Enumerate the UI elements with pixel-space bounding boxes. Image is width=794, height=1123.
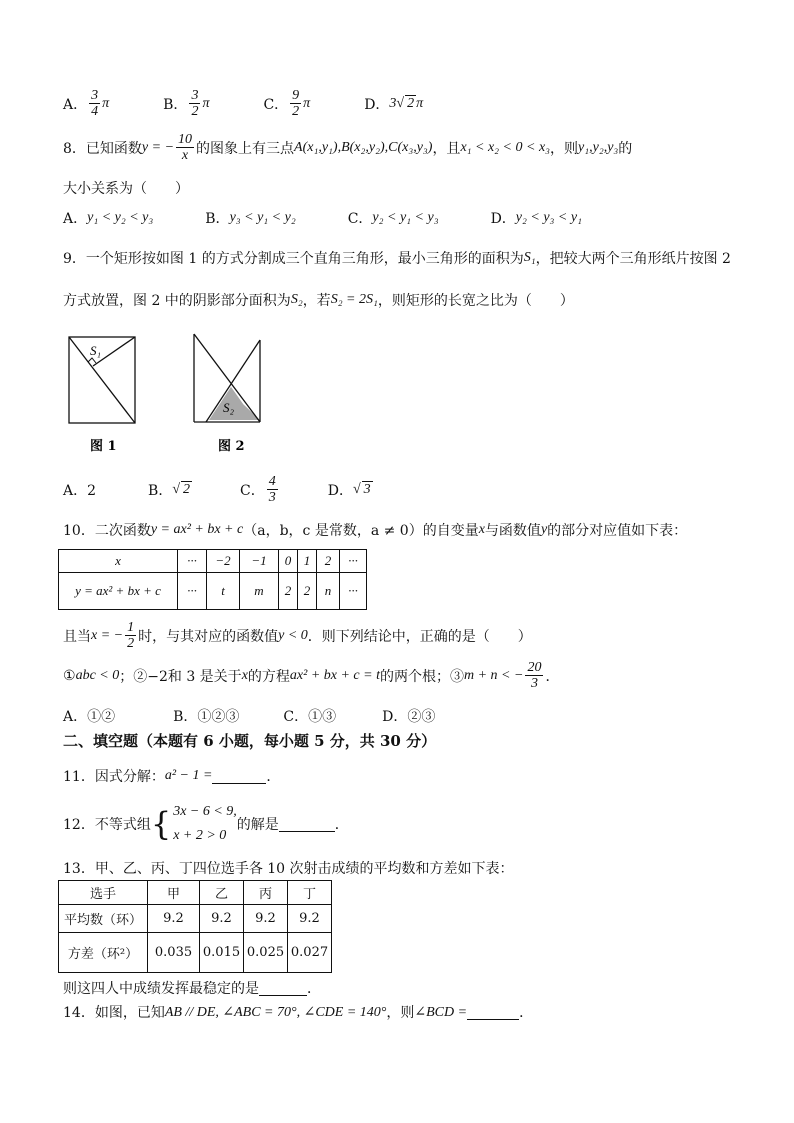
fig2-label: S₂ [223,400,235,415]
q14-answer-blank[interactable] [467,1005,519,1020]
q13-stem: 13．甲、乙、丙、丁四位选手各 10 次射击成绩的平均数和方差如下表： [63,861,514,877]
q14: 14．如图，已知 AB // DE, ∠ABC = 70°, ∠CDE = 140° ，则 ∠BCD = ． [63,1004,534,1021]
q7-option-b: B． [163,96,188,113]
fig2-caption: 图 2 [218,439,245,454]
q9-line1: 9．一个矩形按如图 1 的方式分割成三个直角三角形，最小三角形的面积为 S₁ ，把较大两个三角形纸片按图 2 [63,250,731,267]
section-title: 二、填空题（本题有 6 小题，每小题 5 分，共 30 分） [63,732,437,750]
q7-options: A． $\frac{3}{4}$ π B． $\frac{3}{2}$ π C． $\frac{9}{2}$ π D． 3 √ 2 π [63,88,424,120]
table-row: y = ax² + bx + c ··· t m 2 2 n ··· [59,573,367,610]
q13-table [58,880,332,973]
table-row: x ··· −2 −1 0 1 2 ··· [59,550,367,573]
q9-figures [60,330,280,460]
q13-question: 则这四人中成绩发挥最稳定的是 ． [63,981,321,997]
q7-option-a: A． [63,96,88,113]
figure-1 [69,337,135,423]
q12-answer-blank[interactable] [279,817,335,832]
q10-options: A．①② B．①②③ C．①③ D．②③ [63,709,436,725]
fig1-caption: 图 1 [90,439,117,454]
q12: 12．不等式组 { 3x − 6 < 9, x + 2 > 0 的解是 ． [63,804,349,843]
q7-option-d: D． [364,96,390,113]
q11-answer-blank[interactable] [212,769,266,784]
q9-line2: 方式放置，图 2 中的阴影部分面积为 S₂ ，若 S₂ = 2S₁ ，则矩形的长宽之比为（ ） [63,292,574,309]
q8-options: A． y₁ < y₂ < y₃ B． y₃ < y₁ < y₂ C． y₂ < y₁ < y₃ D． y₂ < y₃ < y₁ [63,210,582,227]
q7-option-c: C． [263,96,289,113]
q8-line2: 大小关系为（ ） [63,181,189,197]
q10-conclusions: ① abc < 0 ；②−2和 3 是关于 x 的方程 ax² + bx + c = t 的两个根；③ m + n < − $\frac{20}{3}$ ． [63,660,560,692]
table-row: 方差（环²） 0.035 0.015 0.025 0.027 [59,933,332,973]
q10-table [58,549,367,610]
q9-options: A．2 B． √ 2 C． $\frac{4}{3}$ D． √ 3 [63,474,371,506]
q11: 11．因式分解： a² − 1 = ． [63,768,281,785]
table-row: 平均数（环） 9.2 9.2 9.2 9.2 [59,905,332,933]
table-row: 选手 甲 乙 丙 丁 [59,881,332,905]
q10-condition: 且当 x = − $\frac{1}{2}$ 时，与其对应的函数值 y < 0 ．则下列结论中，正确的是（ ） [63,620,532,652]
fig1-label: S₁ [90,343,102,358]
q10-stem: 10．二次函数 y = ax² + bx + c （a，b，c 是常数，a ≠ 0）的自变量 x 与函数值 y 的部分对应值如下表： [63,522,688,539]
q13-answer-blank[interactable] [259,981,307,996]
q8-stem: 8．已知函数 y = − $\frac{10}{x}$ 的图象上有三点 A(x₁,y₁),B(x₂,y₂),C(x₃,y₃) ，且 x₁ < x₂ < 0 < x₃ ，则 y₁,y₂,y₃ 的 [63,132,633,164]
